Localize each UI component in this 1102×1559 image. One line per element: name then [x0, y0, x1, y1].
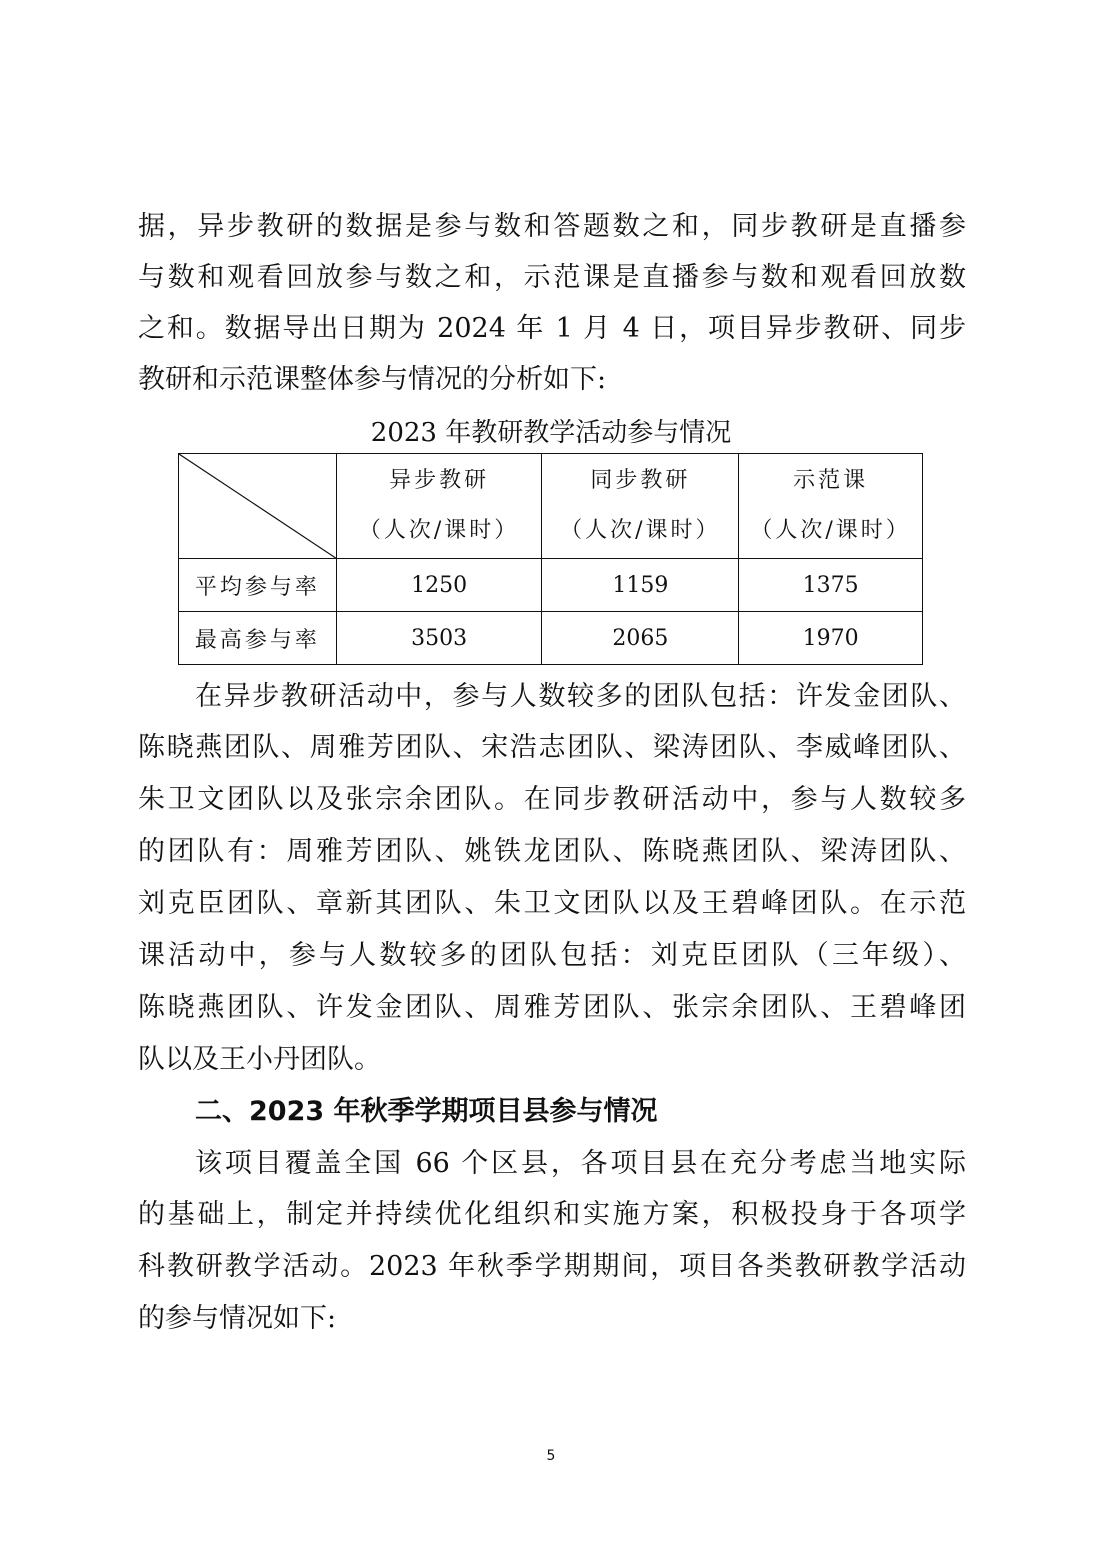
text-line: 据，异步教研的数据是参与数和答题数之和，同步教研是直播参 [138, 211, 966, 242]
column-header-sync [542, 454, 739, 559]
text-line: 课活动中，参与人数较多的团队包括：刘克臣团队（三年级）、 [138, 940, 966, 971]
text-line: 与数和观看回放参与数之和，示范课是直播参与数和观看回放数 [138, 262, 966, 293]
text-line: 之和。数据导出日期为 2024 年 1 月 4 日，项目异步教研、同步 [138, 313, 966, 344]
column-unit: （人次/课时） [560, 518, 721, 543]
column-name: 同步教研 [590, 468, 691, 493]
column-unit: （人次/课时） [358, 518, 520, 543]
text-line: 教研和示范课整体参与情况的分析如下: [138, 364, 607, 395]
text-line: 朱卫文团队以及张宗余团队。在同步教研活动中，参与人数较多 [138, 784, 966, 815]
diagonal-corner-cell [179, 454, 337, 559]
participation-table [178, 453, 923, 665]
table-row [179, 559, 923, 612]
table-cell: 1375 [739, 559, 923, 612]
table-row [179, 612, 923, 665]
text-line: 的基础上，制定并持续优化组织和实施方案，积极投身于各项学 [138, 1199, 966, 1230]
text-line: 在异步教研活动中，参与人数较多的团队包括：许发金团队、 [195, 681, 966, 712]
diagonal-line [179, 454, 336, 558]
table-cell: 3503 [336, 612, 542, 665]
text-line: 刘克臣团队、章新其团队、朱卫文团队以及王碧峰团队。在示范 [138, 888, 966, 919]
row-label: 平均参与率 [179, 559, 337, 612]
table-cell: 1250 [336, 559, 542, 612]
section-heading: 二、2023 年秋季学期项目县参与情况 [195, 1096, 658, 1127]
text-line: 的团队有：周雅芳团队、姚铁龙团队、陈晓燕团队、梁涛团队、 [138, 836, 966, 867]
table-header-row [179, 454, 923, 559]
column-header-demo [739, 454, 923, 559]
column-header-async [336, 454, 542, 559]
text-line: 的参与情况如下: [138, 1303, 337, 1334]
text-line: 该项目覆盖全国 66 个区县，各项目县在充分考虑当地实际 [195, 1148, 966, 1179]
text-line: 科教研教学活动。2023 年秋季学期期间，项目各类教研教学活动 [138, 1251, 966, 1282]
text-line: 队以及王小丹团队。 [138, 1044, 381, 1075]
column-name: 示范课 [793, 468, 869, 493]
column-name: 异步教研 [389, 468, 490, 493]
text-line: 陈晓燕团队、许发金团队、周雅芳团队、张宗余团队、王碧峰团 [138, 992, 966, 1023]
text-line: 陈晓燕团队、周雅芳团队、宋浩志团队、梁涛团队、李威峰团队、 [138, 732, 966, 763]
table-caption: 2023 年教研教学活动参与情况 [370, 418, 732, 448]
table-cell: 1970 [739, 612, 923, 665]
table-cell: 1159 [542, 559, 739, 612]
row-label: 最高参与率 [179, 612, 337, 665]
column-unit: （人次/课时） [750, 518, 911, 543]
table-cell: 2065 [542, 612, 739, 665]
page-number: 5 [546, 1448, 556, 1464]
